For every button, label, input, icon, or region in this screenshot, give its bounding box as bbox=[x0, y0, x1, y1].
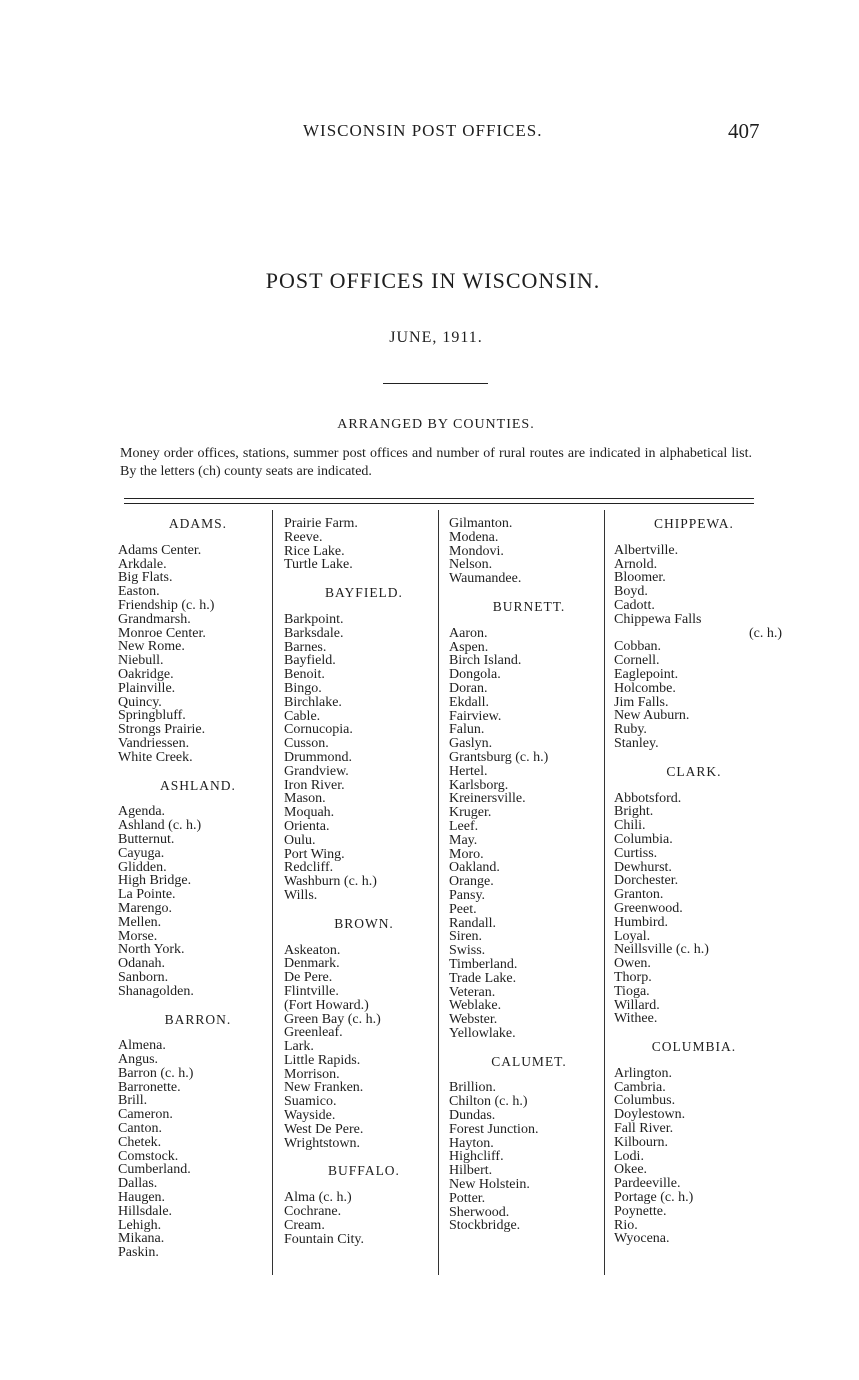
post-office-entry: Ashland (c. h.) bbox=[118, 818, 202, 834]
post-office-entry: Cadott. bbox=[614, 597, 655, 613]
column-4 bbox=[614, 516, 782, 1247]
post-office-entry: Mason. bbox=[284, 791, 326, 807]
post-office-entry: Askeaton. bbox=[284, 942, 341, 958]
post-office-entry: Doran. bbox=[449, 680, 488, 696]
post-office-entry: Paskin. bbox=[118, 1245, 159, 1261]
post-office-entry: Cochrane. bbox=[284, 1204, 342, 1220]
post-office-entry: Grantsburg (c. h.) bbox=[449, 749, 549, 765]
post-office-entry: New Auburn. bbox=[614, 708, 690, 724]
post-office-entry: Haugen. bbox=[118, 1190, 166, 1206]
short-divider bbox=[383, 383, 488, 384]
post-office-entry: Modena. bbox=[449, 529, 499, 545]
section-title: ARRANGED BY COUNTIES. bbox=[337, 417, 535, 432]
post-office-entry: Abbotsford. bbox=[614, 790, 682, 806]
post-office-entry: Oakridge. bbox=[118, 666, 174, 682]
post-office-entry: Turtle Lake. bbox=[284, 557, 353, 573]
post-office-entry: Grandview. bbox=[284, 763, 349, 779]
running-title: WISCONSIN POST OFFICES. bbox=[303, 121, 543, 140]
county-list-barron bbox=[118, 1039, 278, 1260]
post-office-entry: Chetek. bbox=[118, 1134, 162, 1150]
post-office-entry: Quincy. bbox=[118, 694, 162, 710]
county-list-buffalo-continued bbox=[449, 517, 609, 586]
post-office-entry: Hayton. bbox=[449, 1135, 494, 1151]
post-office-entry: Vandriessen. bbox=[118, 735, 190, 751]
post-office-entry: Barron (c. h.) bbox=[118, 1065, 194, 1081]
post-office-entry: Tioga. bbox=[614, 983, 650, 999]
post-office-entry: Bingo. bbox=[284, 680, 322, 696]
post-office-entry: New Holstein. bbox=[449, 1177, 530, 1193]
post-office-entry: Owen. bbox=[614, 956, 651, 972]
post-office-entry: Stockbridge. bbox=[449, 1218, 521, 1234]
post-office-entry: Suamico. bbox=[284, 1094, 337, 1110]
post-office-entry: Pansy. bbox=[449, 887, 486, 903]
post-office-entry: Hertel. bbox=[449, 763, 488, 779]
post-office-entry: Hillsdale. bbox=[118, 1203, 173, 1219]
post-office-entry: Morse. bbox=[118, 928, 158, 944]
county-list-adams bbox=[118, 544, 278, 765]
post-office-entry: Dallas. bbox=[118, 1176, 158, 1192]
post-office-entry: New Rome. bbox=[118, 639, 185, 655]
post-office-entry: Drummond. bbox=[284, 749, 353, 765]
post-office-entry: Cambria. bbox=[614, 1079, 666, 1095]
post-office-entry: Pardeeville. bbox=[614, 1176, 681, 1192]
post-office-entry: Fountain City. bbox=[284, 1231, 364, 1247]
post-office-entry: May. bbox=[449, 832, 478, 848]
post-office-entry: Wyocena. bbox=[614, 1231, 670, 1247]
post-office-entry: Cobban. bbox=[614, 639, 662, 655]
county-heading-burnett: BURNETT. bbox=[492, 598, 566, 614]
post-office-entry: Green Bay (c. h.) bbox=[284, 1011, 381, 1027]
post-office-entry: Columbia. bbox=[614, 831, 673, 847]
post-office-entry: White Creek. bbox=[118, 749, 193, 765]
post-office-entry: Randall. bbox=[449, 915, 497, 931]
county-heading-bayfield: BAYFIELD. bbox=[325, 585, 403, 601]
post-office-entry: Nelson. bbox=[449, 557, 493, 573]
post-office-entry: Barkpoint. bbox=[284, 611, 344, 627]
post-office-entry: Curtiss. bbox=[614, 845, 658, 861]
post-office-entry: De Pere. bbox=[284, 970, 333, 986]
post-office-entry: Grandmarsh. bbox=[118, 611, 191, 627]
county-heading-barron: BARRON. bbox=[164, 1011, 232, 1027]
post-office-entry: Shanagolden. bbox=[118, 983, 194, 999]
post-office-entry: Wayside. bbox=[284, 1108, 336, 1124]
county-list-buffalo bbox=[284, 1191, 444, 1246]
post-office-entry: Sanborn. bbox=[118, 969, 169, 985]
double-rule bbox=[124, 498, 754, 504]
post-office-entry: Lehigh. bbox=[118, 1217, 162, 1233]
post-office-entry: Friendship (c. h.) bbox=[118, 597, 215, 613]
post-office-entry: Highcliff. bbox=[449, 1149, 504, 1165]
post-office-entry: Adams Center. bbox=[118, 542, 202, 558]
post-office-entry: Barksdale. bbox=[284, 625, 344, 641]
post-office-entry: Cumberland. bbox=[118, 1162, 191, 1178]
post-office-entry: Iron River. bbox=[284, 777, 345, 793]
post-office-entry: Okee. bbox=[614, 1162, 648, 1178]
post-office-entry: Strongs Prairie. bbox=[118, 722, 206, 738]
post-office-entry: Wrightstown. bbox=[284, 1135, 361, 1151]
post-office-entry: Fairview. bbox=[449, 708, 502, 724]
post-office-entry: Cable. bbox=[284, 708, 321, 724]
post-office-entry: Neillsville (c. h.) bbox=[614, 942, 709, 958]
post-office-entry: Springbluff. bbox=[118, 708, 186, 724]
post-office-entry: Wills. bbox=[284, 887, 318, 903]
post-office-entry: (Fort Howard.) bbox=[284, 997, 369, 1013]
post-office-entry: Comstock. bbox=[118, 1148, 179, 1164]
post-office-entry: Gaslyn. bbox=[449, 736, 493, 752]
page-number: 407 bbox=[728, 119, 760, 143]
county-list-ashland bbox=[118, 805, 278, 998]
post-office-entry: Orienta. bbox=[284, 818, 330, 834]
post-office-entry: Benoit. bbox=[284, 667, 325, 683]
post-office-entry: Arlington. bbox=[614, 1065, 672, 1081]
post-office-entry: Siren. bbox=[449, 929, 483, 945]
post-office-entry: Timberland. bbox=[449, 956, 518, 972]
post-office-entry: Thorp. bbox=[614, 969, 652, 985]
post-office-entry: Odanah. bbox=[118, 956, 166, 972]
post-office-entry: Lodi. bbox=[614, 1148, 644, 1164]
county-list-burnett bbox=[449, 627, 609, 1041]
county-heading-chippewa: CHIPPEWA. bbox=[654, 516, 734, 531]
post-office-entry: Cornell. bbox=[614, 653, 660, 669]
post-office-entry: Doylestown. bbox=[614, 1107, 686, 1123]
post-office-entry: Niebull. bbox=[118, 653, 164, 669]
post-office-entry: Greenwood. bbox=[614, 900, 683, 916]
post-office-entry: Kreinersville. bbox=[449, 791, 526, 807]
county-list-brown bbox=[284, 944, 444, 1151]
post-office-entry: Marengo. bbox=[118, 900, 173, 916]
post-office-entry: Jim Falls. bbox=[614, 694, 669, 710]
post-office-entry: Humbird. bbox=[614, 914, 669, 930]
post-office-entry: Moquah. bbox=[284, 805, 335, 821]
post-office-entry: Dewhurst. bbox=[614, 859, 672, 875]
post-office-entry: Almena. bbox=[118, 1038, 166, 1054]
post-office-entry: Ekdall. bbox=[449, 694, 490, 710]
post-office-entry: Mikana. bbox=[118, 1231, 165, 1247]
post-office-entry: Ruby. bbox=[614, 722, 647, 738]
post-office-entry: Gilmanton. bbox=[449, 516, 513, 531]
post-office-entry: Monroe Center. bbox=[118, 625, 206, 641]
post-office-entry: Brillion. bbox=[449, 1080, 497, 1096]
post-office-entry: Eaglepoint. bbox=[614, 666, 679, 682]
post-office-entry: New Franken. bbox=[284, 1080, 364, 1096]
county-heading-brown: BROWN. bbox=[334, 915, 394, 931]
post-office-entry: Holcombe. bbox=[614, 680, 676, 696]
intro-paragraph: Money order offices, stations, summer post offices and number of rural routes are indicated in alphabetical list. By the letters (ch) county seats are indicated. bbox=[120, 446, 752, 479]
post-office-entry: Barnes. bbox=[284, 639, 327, 655]
post-office-entry: Bloomer. bbox=[614, 570, 666, 586]
post-office-entry: Aspen. bbox=[449, 639, 489, 655]
post-office-entry: Cusson. bbox=[284, 736, 329, 752]
post-office-entry: Flintville. bbox=[284, 983, 339, 999]
post-office-entry: Oakland. bbox=[449, 860, 500, 876]
post-office-entry: Swiss. bbox=[449, 943, 486, 959]
county-list-chippewa bbox=[614, 542, 782, 751]
post-office-entry: Peet. bbox=[449, 901, 477, 917]
post-office-entry: Rio. bbox=[614, 1217, 638, 1233]
county-heading-buffalo: BUFFALO. bbox=[328, 1163, 400, 1179]
post-office-entry: Dorchester. bbox=[614, 873, 679, 889]
post-office-entry: Kilbourn. bbox=[614, 1134, 669, 1150]
post-office-entry: Little Rapids. bbox=[284, 1052, 361, 1068]
post-office-entry: Lark. bbox=[284, 1039, 314, 1055]
post-office-entry: Yellowlake. bbox=[449, 1025, 516, 1041]
post-office-entry: Cream. bbox=[284, 1217, 325, 1233]
post-office-entry: Chili. bbox=[614, 818, 646, 834]
post-office-entry: Orange. bbox=[449, 874, 494, 890]
county-heading-adams: ADAMS. bbox=[168, 516, 228, 531]
post-office-entry: Sherwood. bbox=[449, 1204, 510, 1220]
post-office-entry: Weblake. bbox=[449, 998, 502, 1014]
post-office-entry: Falun. bbox=[449, 722, 485, 738]
post-office-entry: Stanley. bbox=[614, 735, 659, 751]
post-office-entry: Port Wing. bbox=[284, 846, 345, 862]
post-office-entry: Canton. bbox=[118, 1121, 162, 1137]
county-heading-ashland: ASHLAND. bbox=[160, 777, 236, 793]
post-office-entry: Portage (c. h.) bbox=[614, 1190, 694, 1206]
post-office-entry: Potter. bbox=[449, 1190, 486, 1206]
post-office-entry: Chippewa Falls bbox=[614, 611, 702, 627]
post-office-entry: Brill. bbox=[118, 1093, 148, 1109]
post-office-entry: Easton. bbox=[118, 584, 160, 600]
post-office-entry: Agenda. bbox=[118, 804, 166, 820]
post-office-entry: Washburn (c. h.) bbox=[284, 874, 377, 890]
post-office-entry: Granton. bbox=[614, 887, 664, 903]
column-1 bbox=[118, 517, 278, 1260]
column-2 bbox=[284, 517, 444, 1246]
post-office-entry: Bright. bbox=[614, 804, 654, 820]
post-office-entry: Aaron. bbox=[449, 625, 488, 641]
post-office-entry: Angus. bbox=[118, 1052, 159, 1068]
post-office-entry: Withee. bbox=[614, 1011, 658, 1027]
post-office-entry: Mellen. bbox=[118, 914, 162, 930]
post-office-entry: Trade Lake. bbox=[449, 970, 517, 986]
post-office-entry: Greenleaf. bbox=[284, 1025, 343, 1041]
county-heading-calumet: CALUMET. bbox=[491, 1053, 567, 1069]
county-list-calumet bbox=[449, 1081, 609, 1233]
post-office-entry: Veteran. bbox=[449, 984, 496, 1000]
post-office-entry: Chilton (c. h.) bbox=[449, 1094, 528, 1110]
post-office-entry: West De Pere. bbox=[284, 1121, 364, 1137]
post-office-entry: Hilbert. bbox=[449, 1163, 493, 1179]
post-office-entry: Forest Junction. bbox=[449, 1121, 539, 1137]
post-office-entry: North York. bbox=[118, 942, 185, 958]
post-office-entry: Poynette. bbox=[614, 1203, 667, 1219]
date-line: JUNE, 1911. bbox=[389, 329, 483, 346]
post-office-entry: Webster. bbox=[449, 1012, 498, 1028]
post-office-entry: Cameron. bbox=[118, 1107, 173, 1123]
post-office-entry: Leef. bbox=[449, 818, 479, 834]
post-office-entry: Barronette. bbox=[118, 1079, 181, 1095]
county-heading-columbia: COLUMBIA. bbox=[651, 1039, 737, 1055]
county-list-barron-continued bbox=[284, 517, 444, 572]
post-office-entry: Birchlake. bbox=[284, 694, 342, 710]
post-office-entry: Reeve. bbox=[284, 529, 323, 545]
county-list-bayfield bbox=[284, 613, 444, 903]
post-office-entry: Arkdale. bbox=[118, 556, 167, 572]
post-office-entry: La Pointe. bbox=[118, 887, 176, 903]
column-3 bbox=[449, 517, 609, 1233]
county-list-clark bbox=[614, 792, 774, 1027]
post-office-entry: Oulu. bbox=[284, 832, 316, 848]
post-office-entry: Denmark. bbox=[284, 956, 340, 972]
post-office-entry: Prairie Farm. bbox=[284, 516, 358, 531]
post-office-entry: Willard. bbox=[614, 997, 660, 1013]
post-office-entry: Cornucopia. bbox=[284, 722, 353, 738]
post-office-entry: Birch Island. bbox=[449, 653, 522, 669]
post-office-entry: Bayfield. bbox=[284, 653, 336, 669]
post-office-entry: Arnold. bbox=[614, 556, 658, 572]
post-office-entry: Cayuga. bbox=[118, 845, 165, 861]
post-office-entry: Redcliff. bbox=[284, 860, 334, 876]
post-office-entry: Alma (c. h.) bbox=[284, 1190, 352, 1206]
post-office-entry: Columbus. bbox=[614, 1093, 676, 1109]
county-list-columbia bbox=[614, 1067, 774, 1246]
post-office-entry: Rice Lake. bbox=[284, 543, 345, 559]
post-office-entry: High Bridge. bbox=[118, 873, 192, 889]
post-office-entry: Morrison. bbox=[284, 1066, 340, 1082]
county-heading-clark: CLARK. bbox=[666, 763, 722, 779]
post-office-entry: Plainville. bbox=[118, 680, 176, 696]
post-office-entry: Dundas. bbox=[449, 1108, 496, 1124]
post-office-entry: Albertville. bbox=[614, 542, 679, 558]
page-title: POST OFFICES IN WISCONSIN. bbox=[265, 268, 601, 293]
post-office-entry: Fall River. bbox=[614, 1121, 674, 1137]
post-office-entry: Mondovi. bbox=[449, 543, 504, 559]
post-office-entry: Karlsborg. bbox=[449, 777, 509, 793]
post-office-entry: Glidden. bbox=[118, 859, 167, 875]
post-office-entry: Loyal. bbox=[614, 928, 651, 944]
post-office-entry-continuation: (c. h.) bbox=[748, 625, 782, 641]
post-office-entry: Big Flats. bbox=[118, 570, 173, 586]
post-office-entry: Kruger. bbox=[449, 805, 492, 821]
post-office-entry: Butternut. bbox=[118, 831, 175, 847]
post-office-entry: Waumandee. bbox=[449, 571, 522, 587]
post-office-entry: Dongola. bbox=[449, 667, 501, 683]
post-office-entry: Boyd. bbox=[614, 584, 648, 600]
post-office-entry: Moro. bbox=[449, 846, 484, 862]
